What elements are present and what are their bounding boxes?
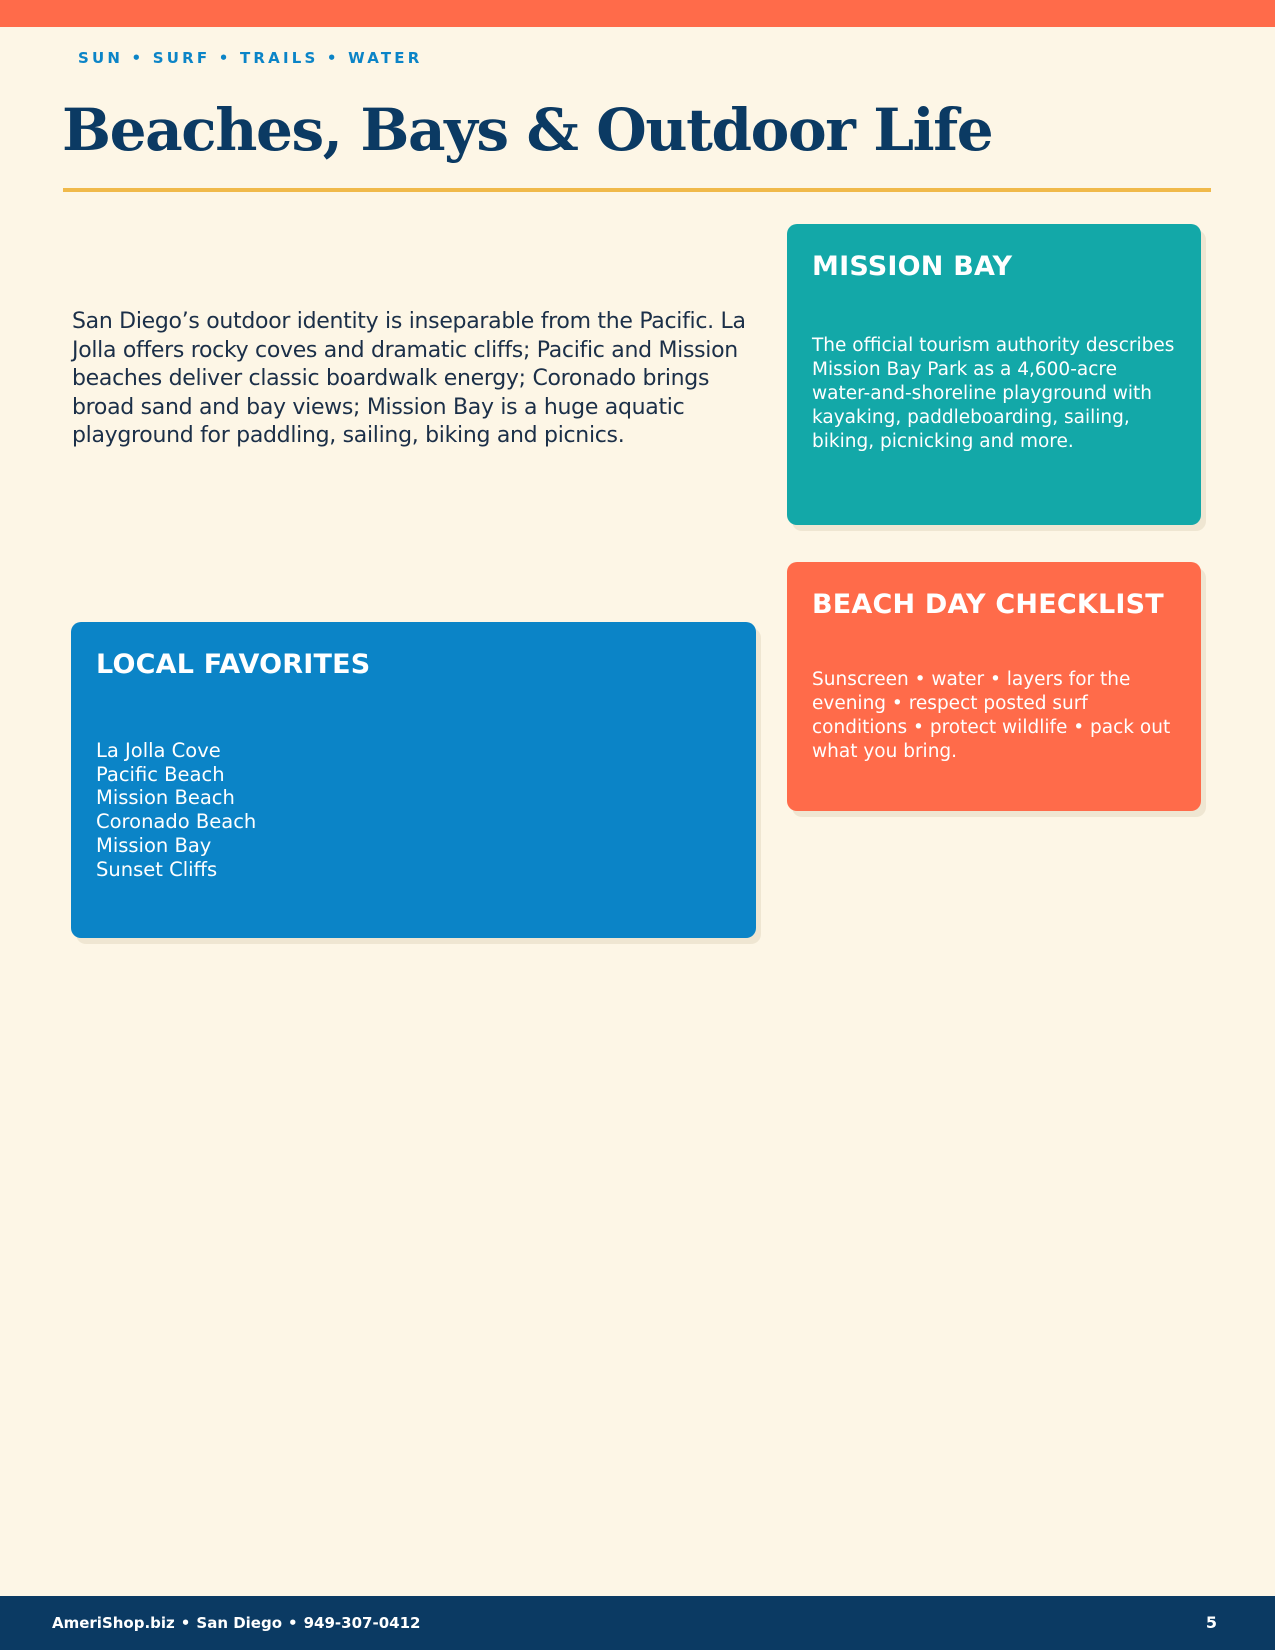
footer-phone: 949-307-0412 bbox=[303, 1614, 421, 1632]
intro-paragraph: San Diego’s outdoor identity is inseparable from the Pacific. La Jolla offers rocky coves and dramatic cliffs; Pacific and Mission beaches deliver classic boardwalk energy; Coronado brings broad sand and bay views; Mission Bay is a huge aquatic playground for paddling, sailing, biking and picnics. bbox=[72, 309, 746, 448]
list-item: Mission Beach bbox=[96, 786, 235, 810]
page-title: Beaches, Bays & Outdoor Life bbox=[62, 96, 993, 164]
list-item: Sunset Cliffs bbox=[96, 857, 218, 881]
mission-bay-card-title: MISSION BAY bbox=[812, 251, 1013, 282]
mission-bay-card bbox=[787, 224, 1201, 525]
title-divider bbox=[63, 188, 1211, 192]
top-color-band bbox=[0, 0, 1275, 27]
beach-day-checklist-card bbox=[787, 562, 1201, 811]
list-item: Pacific Beach bbox=[96, 762, 225, 786]
favorites-list bbox=[96, 739, 731, 881]
footer-site: AmeriShop.biz bbox=[52, 1614, 175, 1632]
checklist-card-title: BEACH DAY CHECKLIST bbox=[812, 589, 1164, 620]
footer-contact bbox=[52, 1614, 420, 1632]
mission-bay-card-body: The official tourism authority describes Mission Bay Park as a 4,600-acre water-and-shoreline playground with kayaking, paddleboarding, sailing, biking, picnicking and more. bbox=[812, 335, 1175, 452]
list-item: Coronado Beach bbox=[96, 810, 257, 834]
local-favorites-card bbox=[71, 622, 756, 938]
page-number: 5 bbox=[1205, 1613, 1217, 1632]
list-item: La Jolla Cove bbox=[96, 739, 221, 762]
list-item: Mission Bay bbox=[96, 833, 212, 857]
favorites-card-title: LOCAL FAVORITES bbox=[96, 649, 371, 680]
footer-separator: • bbox=[180, 1614, 191, 1632]
checklist-card-body: Sunscreen • water • layers for the evening • respect posted surf conditions • protect wildlife • pack out what you bring. bbox=[812, 669, 1171, 762]
page-footer bbox=[0, 1596, 1275, 1650]
section-kicker: SUN • SURF • TRAILS • WATER bbox=[78, 49, 423, 67]
footer-city: San Diego bbox=[196, 1614, 283, 1632]
footer-separator: • bbox=[288, 1614, 298, 1632]
